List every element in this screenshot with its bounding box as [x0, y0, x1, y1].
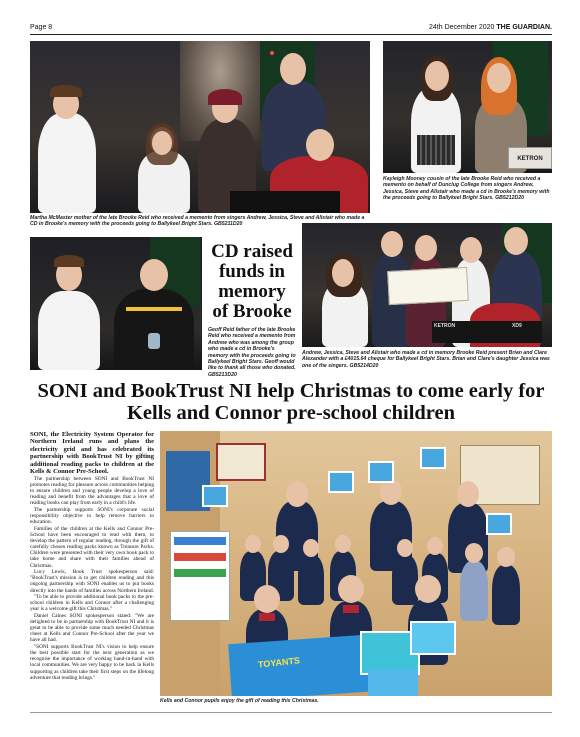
article-paragraph: The partnership between SONI and BookTrust NI promotes reading for pleasure across communities helping to ensure children and young people develop a love of reading and benefit from the advantages that a love of reading books can play from early in a child's life. [30, 476, 154, 507]
page-number: Page 8 [30, 24, 53, 31]
article-paragraph: Lucy Lewis, Book Trust spokesperson said: "BookTrust's mission is to get children reading and this ongoing partnership with SONI enables us to put books directly into the hands of families across Northern Ireland. [30, 569, 154, 594]
photo-memento-geoff [30, 237, 202, 370]
caption-cheque: Andrew, Jessica, Steve and Alistair who made a cd in memory Brooke Reid present Brian and Clare Alexander with a £4015.64 cheque for Ballykeel Bright Stars. Brian and Clare's daughter Jessica was one of the singers. GB5214D20 [302, 350, 550, 369]
main-story-body [30, 431, 154, 705]
photo-classroom-pupils [160, 431, 552, 696]
issue-date: 24th December 2020 THE GUARDIAN. [429, 24, 552, 31]
article-paragraph: The partnership supports SONI's corporate social responsibility objective to help remove barriers to education. [30, 507, 154, 526]
article-lead: SONI, the Electricity System Operator for Northern Ireland runs and plans the electricity grid and has celebrated its partnership with BookTrust NI by gifting additional reading packs to children at the Kells & Connor Pre-School. [30, 431, 154, 476]
article-paragraph: "SONI supports BookTrust NI's vision to help ensure the best possible start for the next generation as we recognise the importance of working hand-in-hand with local communities. We are very happy to be back in Kells supporting as children take their first steps on the lifelong adventure that reading brings." [30, 644, 154, 681]
page-bottom-rule [30, 712, 552, 713]
keyboard-model-label: XD9 [512, 323, 522, 329]
main-story-headline: SONI and BookTrust NI help Christmas to come early for Kells and Connor pre-school children [37, 380, 545, 424]
photo-memento-kayleigh [383, 41, 552, 173]
page-header [30, 23, 552, 35]
article-paragraph: Daniel Caines SONI spokesperson stated: "We are delighted to be in partnership with BookTrust NI and it is great to be able to provide some much needed Christmas cheer at Kells and Connor Pre-School after the year we have all had. [30, 613, 154, 644]
keyboard-brand-label: KETRON [508, 147, 552, 169]
photo-cheque-presentation [302, 223, 552, 347]
cd-story-caption: Geoff Reid father of the late Brooke Reid who received a memento from Andrew who was among the group who made a cd in Brooke's memory with the proceeds going to Ballykeel Bright Stars. Geoff would like to thank all those who donated. GB5213D20 [208, 327, 296, 378]
keyboard-brand-label: KETRON [434, 323, 456, 329]
caption-classroom: Kells and Connor pupils enjoy the gift of reading this Christmas. [160, 698, 319, 704]
article-paragraph: "To be able to provide additional book packs to the pre-school children in Kells and Connor after a challenging year is a welcome gift this Christmas." [30, 594, 154, 613]
caption-kayleigh: Kayleigh Mooney cousin of the late Brooke Reid who received a memento on behalf of Dunclug College from singers Andrew, Jessica, Steve and Alistair who made a cd in Brooke's memory with the proceeds going to Ballykeel Bright Stars. GB5212D20 [383, 176, 550, 202]
photo-memento-martha [30, 41, 370, 213]
caption-martha: Martha McMaster mother of the late Brooke Reid who received a memento from singers Andrew, Jessica, Steve and Alistair who made a CD in Brooke's memory with the proceeds going to Ballykeel Bright Stars. GB5211D20 [30, 215, 365, 228]
book-cover-title: TOYANTS [257, 655, 301, 670]
cd-story-headline: CD raised funds in memory of Brooke [211, 241, 293, 322]
masthead: THE GUARDIAN. [496, 24, 552, 31]
article-paragraph: Families of the children at the Kells and Connor Pre-School have been encouraged to read with them, to develop the pattern of regular reading, through the gift of carefully chosen reading packs known as Treasure Packs. Children were presented with their very own book pack to take home and share with their families ahead of Christmas. [30, 525, 154, 569]
